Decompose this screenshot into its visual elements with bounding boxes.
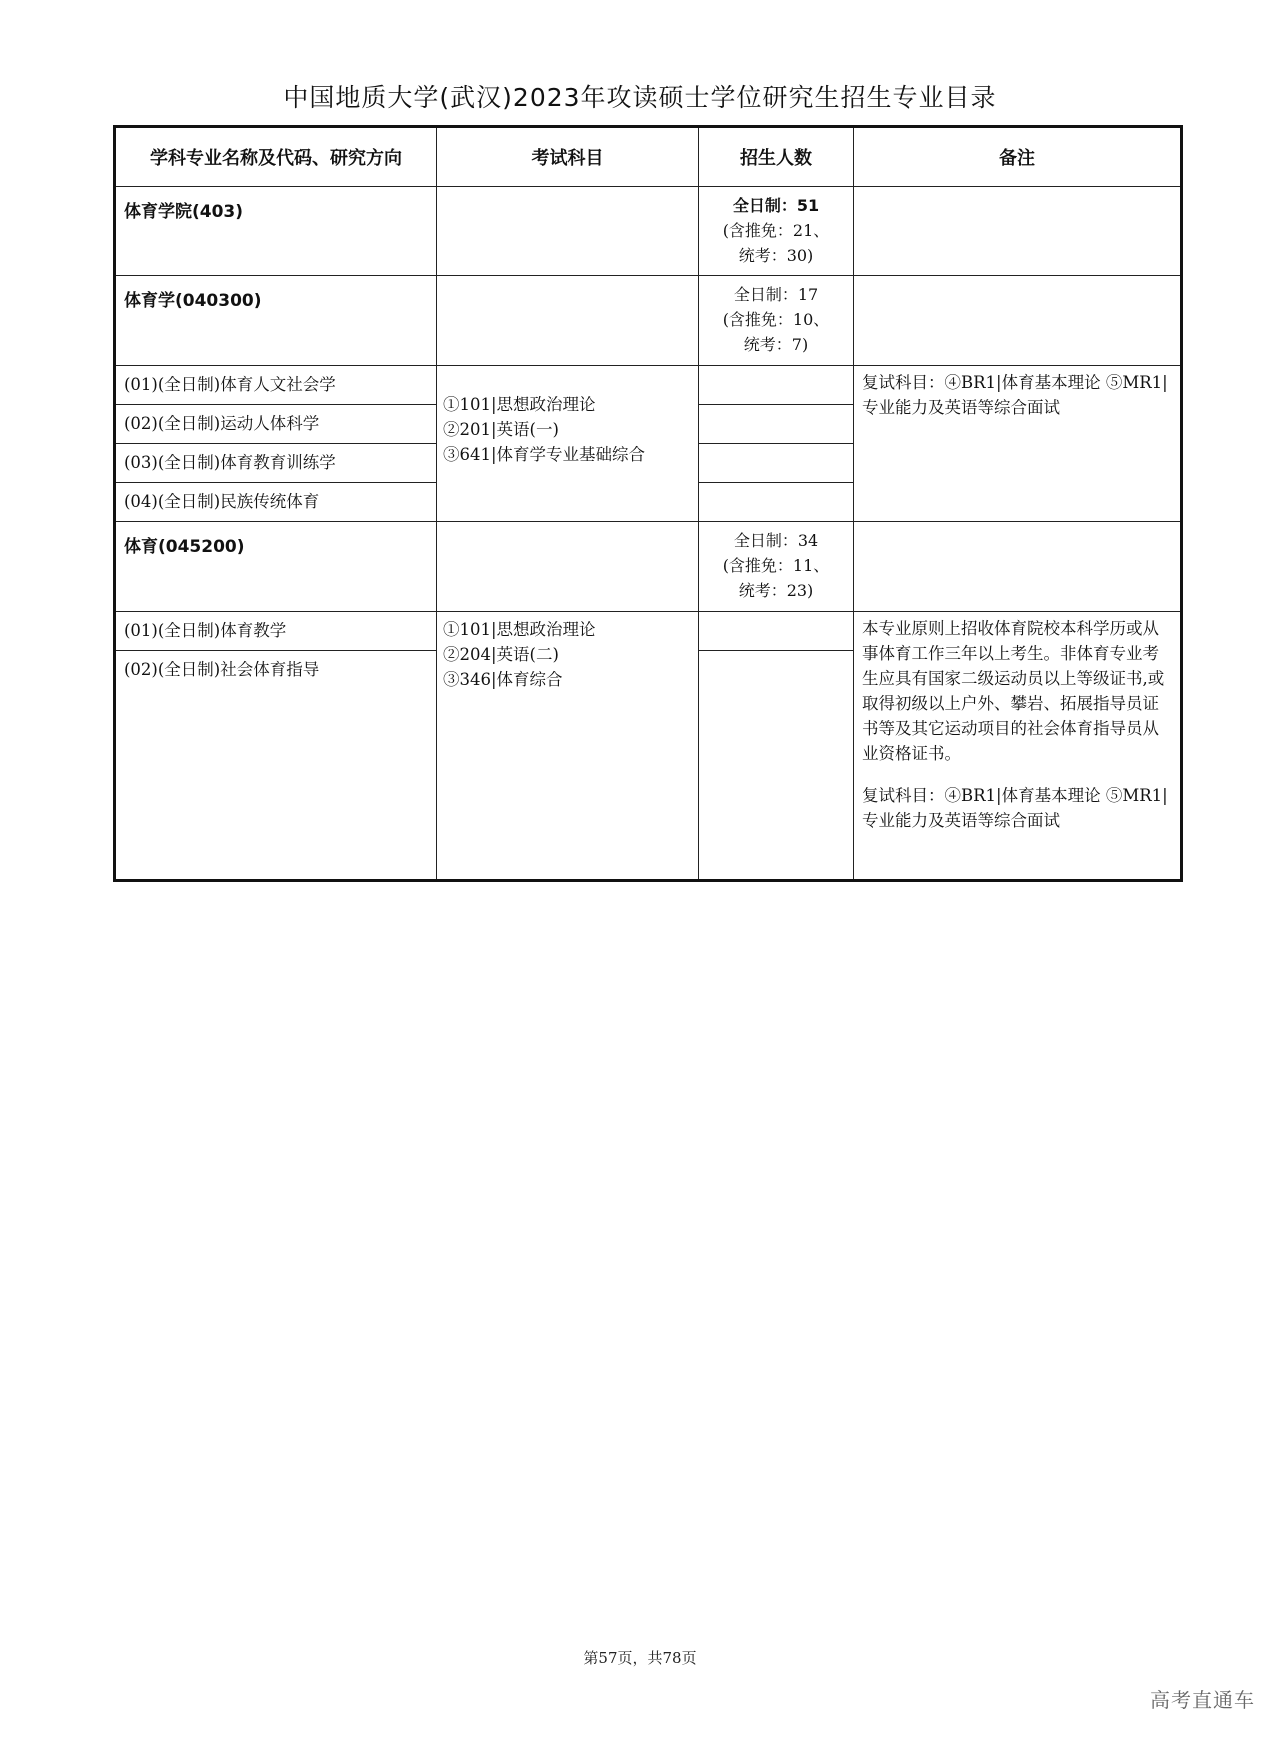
- catalog-table: [113, 125, 1183, 882]
- direction-name: (01)(全日制)体育人文社会学: [115, 366, 437, 405]
- major-name: 体育学(040300): [115, 276, 437, 366]
- watermark: 高考直通车: [1150, 1688, 1255, 1712]
- direction-name: (03)(全日制)体育教育训练学: [115, 444, 437, 483]
- college-subjects-cell: [437, 187, 699, 276]
- major-subjects-cell: [437, 522, 699, 612]
- major-row: [115, 522, 1182, 612]
- direction-quota-cell: [699, 651, 854, 881]
- column-header-remarks: 备注: [854, 127, 1182, 187]
- quota-line: 全日制：17: [733, 285, 819, 304]
- column-header-subjects: 考试科目: [437, 127, 699, 187]
- major-remarks-cell: [854, 276, 1182, 366]
- major-remarks-cell: [854, 522, 1182, 612]
- quota-line: (含推免：10、: [722, 310, 830, 329]
- direction-name: (02)(全日制)运动人体科学: [115, 405, 437, 444]
- major-quota: [699, 276, 854, 366]
- quota-line: 全日制：51: [732, 196, 820, 215]
- direction-quota-cell: [699, 444, 854, 483]
- column-header-major: 学科专业名称及代码、研究方向: [115, 127, 437, 187]
- page-title: 中国地质大学(武汉)2023年攻读硕士学位研究生招生专业目录: [283, 83, 997, 112]
- remark-text: 复试科目：④BR1|体育基本理论 ⑤MR1|专业能力及英语等综合面试: [862, 373, 1168, 417]
- major-quota: [699, 522, 854, 612]
- direction-quota-cell: [699, 366, 854, 405]
- direction-name: (04)(全日制)民族传统体育: [115, 483, 437, 522]
- page-number: 第57页，共78页: [583, 1649, 697, 1667]
- remark-text: 复试科目：④BR1|体育基本理论 ⑤MR1|专业能力及英语等综合面试: [862, 786, 1168, 830]
- college-quota: [699, 187, 854, 276]
- direction-name: (02)(全日制)社会体育指导: [115, 651, 437, 881]
- major-row: [115, 276, 1182, 366]
- remarks: [854, 612, 1182, 881]
- exam-subjects: [437, 366, 699, 522]
- exam-subject: ③346|体育综合: [443, 670, 563, 689]
- exam-subject: ②204|英语(二): [443, 645, 559, 664]
- major-name: 体育(045200): [115, 522, 437, 612]
- remark-text: 本专业原则上招收体育院校本科学历或从事体育工作三年以上考生。非体育专业考生应具有国家二级运动员以上等级证书,或取得初级以上户外、攀岩、拓展指导员证书等及其它运动项目的社会体育指导员从业资格证书。: [862, 619, 1165, 763]
- exam-subject: ③641|体育学专业基础综合: [443, 445, 646, 464]
- quota-line: 统考：23): [738, 581, 814, 600]
- quota-line: (含推免：11、: [722, 556, 830, 575]
- exam-subject: ①101|思想政治理论: [443, 395, 596, 414]
- college-name: 体育学院(403): [115, 187, 437, 276]
- direction-quota-cell: [699, 405, 854, 444]
- direction-row: [115, 366, 1182, 405]
- direction-quota-cell: [699, 612, 854, 651]
- direction-row: [115, 612, 1182, 651]
- exam-subject: ②201|英语(一): [443, 420, 559, 439]
- remarks: [854, 366, 1182, 522]
- header-row: [115, 127, 1182, 187]
- exam-subject: ①101|思想政治理论: [443, 620, 596, 639]
- quota-line: (含推免：21、: [722, 221, 830, 240]
- exam-subjects: [437, 612, 699, 881]
- quota-line: 统考：7): [743, 335, 809, 354]
- direction-name: (01)(全日制)体育教学: [115, 612, 437, 651]
- college-row: [115, 187, 1182, 276]
- column-header-quota: 招生人数: [699, 127, 854, 187]
- direction-quota-cell: [699, 483, 854, 522]
- quota-line: 统考：30): [738, 246, 814, 265]
- major-subjects-cell: [437, 276, 699, 366]
- college-remarks-cell: [854, 187, 1182, 276]
- quota-line: 全日制：34: [733, 531, 819, 550]
